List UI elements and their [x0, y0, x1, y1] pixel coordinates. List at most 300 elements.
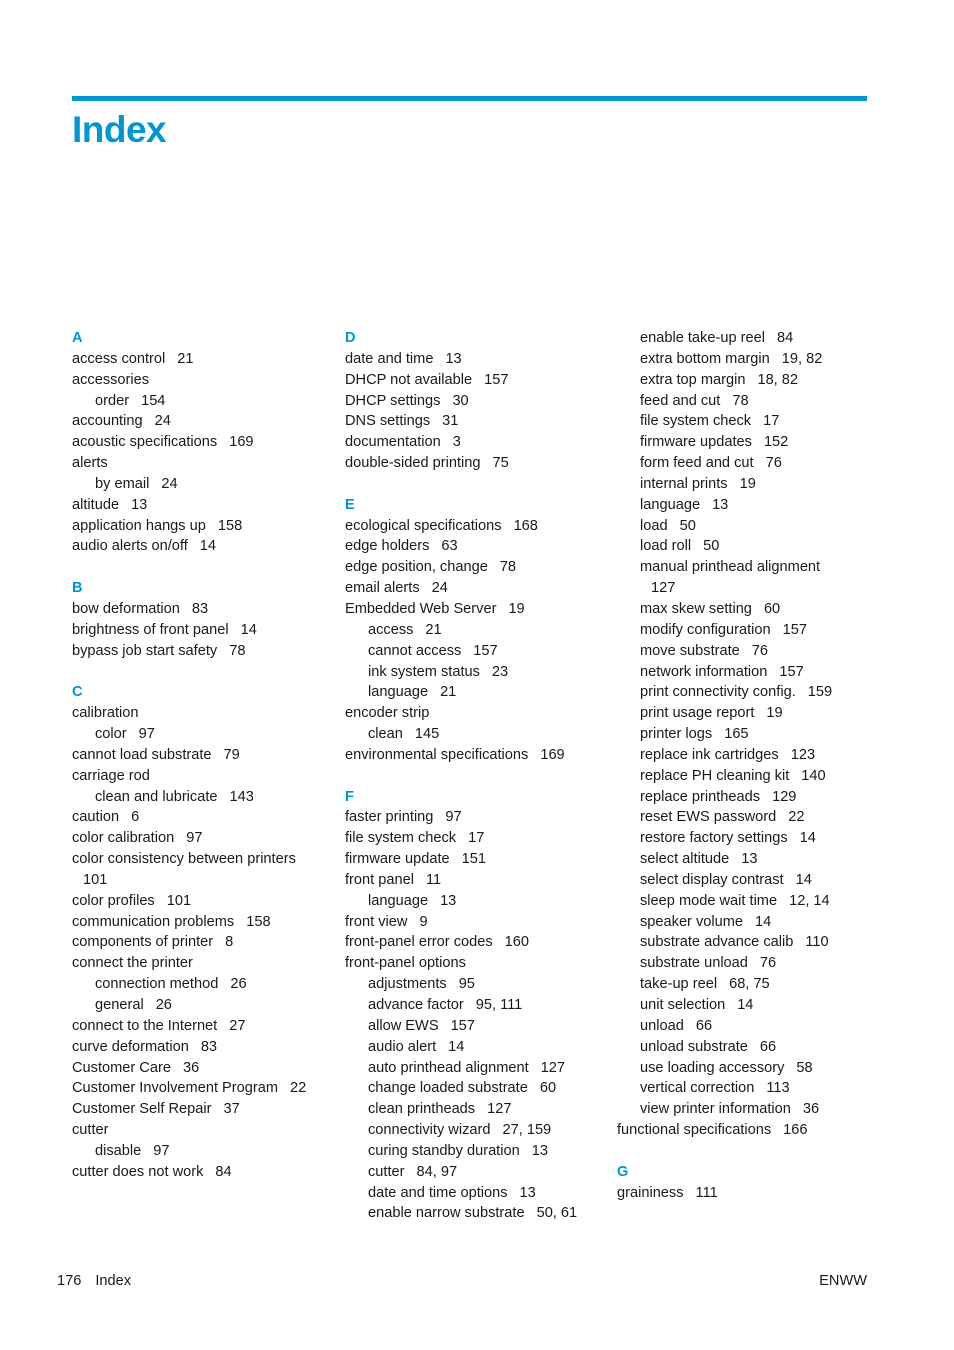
- entry-page-ref[interactable]: 169: [540, 746, 565, 763]
- entry-term: change loaded substrate: [368, 1080, 528, 1097]
- entry-term: color calibration: [72, 830, 175, 847]
- entry-page-ref[interactable]: 68, 75: [729, 976, 770, 993]
- index-letter-heading: A: [72, 330, 83, 346]
- entry-term: cutter: [72, 1122, 109, 1139]
- entry-term: clean and lubricate: [95, 788, 218, 805]
- entry-page-ref[interactable]: 24: [161, 475, 178, 492]
- index-subentry: [345, 1120, 607, 1141]
- index-subentry: [617, 703, 867, 724]
- entry-term: max skew setting: [640, 600, 752, 617]
- entry-page-ref[interactable]: 101: [166, 892, 192, 909]
- index-subentry: [345, 1016, 607, 1037]
- index-subentry: [617, 766, 867, 787]
- entry-term: sleep mode wait time: [640, 892, 778, 909]
- entry-term: extra bottom margin: [640, 350, 770, 367]
- entry-term: use loading accessory: [640, 1059, 785, 1076]
- entry-term: functional specifications: [617, 1122, 772, 1139]
- index-entry: [345, 849, 607, 870]
- entry-term: edge holders: [345, 538, 430, 555]
- entry-term: edge position, change: [345, 559, 488, 576]
- index-subentry: [72, 474, 334, 495]
- index-subentry: [617, 932, 867, 953]
- index-entry: [72, 745, 334, 766]
- entry-page-ref[interactable]: 160: [504, 934, 529, 951]
- entry-page-ref[interactable]: 3: [452, 434, 461, 451]
- entry-page-ref[interactable]: 22: [788, 809, 805, 826]
- index-entry-continuation: [617, 578, 867, 599]
- entry-page-ref[interactable]: 23: [491, 663, 509, 680]
- entry-term: Customer Self Repair: [72, 1101, 212, 1118]
- index-entry: [72, 703, 334, 724]
- index-entry: [72, 1016, 334, 1037]
- entry-page-ref[interactable]: 83: [191, 600, 209, 617]
- index-letter-heading: C: [72, 684, 83, 701]
- entry-page-ref[interactable]: 101: [83, 871, 108, 888]
- entry-page-ref[interactable]: 157: [450, 1017, 475, 1034]
- entry-term: replace printheads: [640, 788, 761, 805]
- entry-page-ref[interactable]: 123: [790, 746, 816, 763]
- index-entry: [345, 516, 607, 537]
- entry-page-ref[interactable]: 14: [448, 1038, 465, 1055]
- entry-term: connect the printer: [72, 955, 193, 972]
- entry-page-ref[interactable]: 26: [230, 976, 247, 993]
- index-entry: [72, 849, 334, 870]
- entry-page-ref[interactable]: 50, 61: [536, 1205, 578, 1222]
- entry-term: date and time: [345, 350, 434, 367]
- entry-term: print connectivity config.: [640, 684, 796, 701]
- entry-term: faster printing: [345, 809, 434, 826]
- index-entry: [345, 912, 607, 933]
- entry-page-ref[interactable]: 18, 82: [757, 371, 799, 388]
- index-entry-continuation: [72, 870, 334, 891]
- entry-page-ref[interactable]: 158: [217, 517, 243, 534]
- entry-term: network information: [640, 663, 768, 680]
- entry-term: calibration: [72, 705, 139, 722]
- entry-term: form feed and cut: [640, 455, 754, 472]
- entry-page-ref[interactable]: 8: [225, 934, 234, 951]
- entry-page-ref[interactable]: 78: [229, 642, 246, 659]
- entry-term: select altitude: [640, 851, 730, 868]
- index-subentry: [617, 1037, 867, 1058]
- entry-term: front-panel error codes: [345, 934, 493, 951]
- index-entry: [72, 495, 334, 516]
- index-subentry: [345, 1078, 607, 1099]
- entry-page-ref[interactable]: 168: [513, 517, 538, 534]
- letter-gap: [72, 557, 334, 578]
- index-entry: [345, 349, 607, 370]
- entry-page-ref[interactable]: 36: [802, 1101, 820, 1118]
- entry-term: date and time options: [368, 1184, 508, 1201]
- index-subentry: [617, 662, 867, 683]
- entry-term: encoder strip: [345, 705, 430, 722]
- entry-page-ref[interactable]: 14: [737, 997, 754, 1013]
- entry-term: bow deformation: [72, 600, 180, 617]
- entry-term: reset EWS password: [640, 809, 777, 826]
- entry-page-ref[interactable]: 76: [751, 642, 769, 659]
- entry-term: order: [95, 392, 130, 409]
- entry-page-ref[interactable]: 14: [795, 871, 812, 888]
- entry-term: cutter does not work: [72, 1163, 204, 1180]
- index-entry: [72, 349, 334, 370]
- index-subentry: [617, 411, 867, 432]
- entry-term: clean printheads: [368, 1101, 476, 1118]
- entry-term: alerts: [72, 455, 108, 472]
- index-subentry: [617, 1058, 867, 1079]
- entry-page-ref[interactable]: 159: [807, 684, 833, 701]
- entry-term: DNS settings: [345, 413, 431, 430]
- index-subentry: [617, 787, 867, 808]
- index-entry: [72, 932, 334, 953]
- entry-page-ref[interactable]: 166: [783, 1122, 808, 1139]
- entry-page-ref[interactable]: 17: [468, 830, 485, 847]
- entry-term: general: [95, 997, 144, 1013]
- index-entry: [72, 599, 334, 620]
- entry-page-ref[interactable]: 145: [414, 726, 440, 743]
- entry-page-ref[interactable]: 157: [484, 371, 509, 388]
- entry-page-ref[interactable]: 127: [651, 580, 676, 597]
- entry-page-ref[interactable]: 60: [539, 1080, 557, 1097]
- entry-term: file system check: [640, 413, 752, 430]
- entry-term: substrate advance calib: [640, 934, 794, 951]
- letter-gap: [617, 1141, 867, 1162]
- entry-page-ref[interactable]: 84, 97: [416, 1163, 458, 1180]
- index-entry: [345, 536, 607, 557]
- entry-term: select display contrast: [640, 871, 784, 888]
- entry-term: communication problems: [72, 913, 235, 930]
- entry-term: documentation: [345, 434, 441, 451]
- entry-page-ref[interactable]: 11: [425, 871, 442, 888]
- entry-term: connection method: [95, 976, 219, 993]
- entry-term: environmental specifications: [345, 746, 529, 763]
- entry-page-ref[interactable]: 13: [741, 851, 758, 868]
- entry-page-ref[interactable]: 113: [766, 1080, 790, 1097]
- entry-term: connectivity wizard: [368, 1122, 491, 1139]
- index-entry: [345, 453, 607, 474]
- entry-term: color consistency between printers: [72, 851, 296, 868]
- entry-term: language: [368, 892, 429, 909]
- index-entry: [72, 1037, 334, 1058]
- index-entry: [345, 807, 607, 828]
- entry-page-ref[interactable]: 97: [445, 809, 462, 826]
- entry-page-ref[interactable]: 24: [431, 580, 448, 597]
- index-entry: [72, 370, 334, 391]
- entry-term: unit selection: [640, 997, 726, 1013]
- entry-page-ref[interactable]: 151: [461, 851, 486, 868]
- entry-term: language: [640, 496, 701, 513]
- entry-page-ref[interactable]: 22: [290, 1080, 307, 1097]
- index-subentry: [617, 349, 867, 370]
- entry-term: advance factor: [368, 997, 464, 1013]
- index-subentry: [345, 641, 607, 662]
- entry-page-ref[interactable]: 83: [200, 1038, 218, 1055]
- index-entry: [72, 641, 334, 662]
- entry-page-ref[interactable]: 14: [799, 830, 816, 847]
- entry-page-ref[interactable]: 97: [138, 726, 155, 743]
- index-subentry: [345, 1203, 607, 1224]
- index-letter-heading: G: [617, 1163, 629, 1180]
- entry-term: audio alerts on/off: [72, 538, 188, 555]
- entry-term: printer logs: [640, 726, 713, 743]
- index-letter-heading: F: [345, 788, 354, 805]
- entry-page-ref[interactable]: 19: [508, 600, 525, 617]
- entry-page-ref[interactable]: 19, 82: [781, 350, 823, 367]
- entry-term: vertical correction: [640, 1080, 755, 1097]
- index-subentry: [617, 1099, 867, 1120]
- entry-term: front panel: [345, 871, 414, 888]
- index-entry: [345, 745, 607, 766]
- entry-page-ref[interactable]: 19: [739, 475, 756, 492]
- entry-page-ref[interactable]: 79: [223, 746, 240, 763]
- page-number: 176: [57, 1273, 82, 1289]
- entry-page-ref[interactable]: 50: [703, 538, 720, 555]
- entry-term: color profiles: [72, 892, 155, 909]
- entry-page-ref[interactable]: 66: [759, 1038, 777, 1055]
- entry-page-ref[interactable]: 157: [782, 621, 807, 638]
- entry-term: accessories: [72, 371, 150, 388]
- entry-page-ref[interactable]: 21: [425, 621, 442, 638]
- index-subentry: [617, 912, 867, 933]
- entry-term: take-up reel: [640, 976, 718, 993]
- entry-page-ref[interactable]: 140: [801, 767, 826, 784]
- index-subentry: [617, 682, 867, 703]
- index-entry: [345, 370, 607, 391]
- entry-page-ref[interactable]: 19: [766, 705, 783, 722]
- entry-term: firmware updates: [640, 434, 752, 451]
- index-subentry: [617, 828, 867, 849]
- index-subentry: [345, 974, 607, 995]
- entry-term: Customer Care: [72, 1059, 171, 1076]
- index-entry: [72, 411, 334, 432]
- entry-term: load: [640, 517, 668, 534]
- index-letter-heading: E: [345, 496, 355, 513]
- index-subentry: [617, 370, 867, 391]
- entry-page-ref[interactable]: 154: [141, 392, 166, 409]
- index-subentry: [617, 995, 867, 1016]
- entry-page-ref[interactable]: 97: [153, 1142, 170, 1159]
- entry-page-ref[interactable]: 157: [779, 663, 804, 680]
- entry-term: cannot load substrate: [72, 746, 212, 763]
- index-letter-heading: D: [345, 330, 356, 346]
- entry-page-ref[interactable]: 9: [419, 913, 428, 930]
- entry-page-ref[interactable]: 84: [776, 330, 794, 346]
- entry-page-ref[interactable]: 95: [458, 976, 475, 993]
- entry-term: feed and cut: [640, 392, 721, 409]
- entry-term: DHCP settings: [345, 392, 441, 409]
- index-subentry: [617, 724, 867, 745]
- entry-term: access: [368, 621, 414, 638]
- entry-page-ref[interactable]: 95, 111: [475, 997, 523, 1013]
- entry-term: modify configuration: [640, 621, 771, 638]
- index-subentry: [72, 787, 334, 808]
- entry-page-ref[interactable]: 165: [724, 726, 749, 743]
- index-subentry: [617, 870, 867, 891]
- entry-page-ref[interactable]: 13: [519, 1184, 536, 1201]
- entry-page-ref[interactable]: 27: [229, 1017, 246, 1034]
- index-subentry: [72, 974, 334, 995]
- entry-page-ref[interactable]: 17: [763, 413, 780, 430]
- entry-page-ref[interactable]: 13: [131, 496, 148, 513]
- index-subentry: [617, 432, 867, 453]
- entry-page-ref[interactable]: 127: [540, 1059, 566, 1076]
- entry-page-ref[interactable]: 76: [765, 455, 782, 472]
- entry-page-ref[interactable]: 111: [695, 1184, 718, 1201]
- index-subentry: [617, 495, 867, 516]
- entry-term: language: [368, 684, 429, 701]
- entry-page-ref[interactable]: 76: [759, 955, 777, 972]
- entry-term: curing standby duration: [368, 1142, 520, 1159]
- index-entry: [617, 1183, 867, 1204]
- entry-term: components of printer: [72, 934, 214, 951]
- entry-term: access control: [72, 350, 166, 367]
- entry-term: application hangs up: [72, 517, 206, 534]
- entry-page-ref[interactable]: 152: [763, 434, 789, 451]
- entry-term: bypass job start safety: [72, 642, 218, 659]
- index-subentry: [345, 1162, 607, 1183]
- entry-term: ink system status: [368, 663, 480, 680]
- entry-page-ref[interactable]: 78: [732, 392, 749, 409]
- entry-page-ref[interactable]: 158: [246, 913, 271, 930]
- entry-term: file system check: [345, 830, 457, 847]
- index-entry: [72, 453, 334, 474]
- index-entry: [72, 912, 334, 933]
- entry-page-ref[interactable]: 31: [442, 413, 459, 430]
- index-subentry: [72, 995, 334, 1016]
- entry-page-ref[interactable]: 6: [131, 809, 140, 826]
- index-entry: [72, 1099, 334, 1120]
- entry-page-ref[interactable]: 13: [445, 350, 462, 367]
- entry-term: by email: [95, 475, 150, 492]
- entry-term: Embedded Web Server: [345, 600, 497, 617]
- entry-term: front view: [345, 913, 408, 930]
- entry-page-ref[interactable]: 24: [154, 413, 171, 430]
- index-subentry: [345, 1141, 607, 1162]
- index-entry: [72, 828, 334, 849]
- entry-page-ref[interactable]: 143: [229, 788, 254, 805]
- index-entry: [345, 932, 607, 953]
- index-subentry: [345, 995, 607, 1016]
- entry-term: enable narrow substrate: [368, 1205, 525, 1222]
- index-entry: [345, 953, 607, 974]
- entry-term: disable: [95, 1142, 142, 1159]
- entry-term: load roll: [640, 538, 692, 555]
- entry-page-ref[interactable]: 36: [182, 1059, 200, 1076]
- index-letter-heading: B: [72, 580, 83, 597]
- entry-term: extra top margin: [640, 371, 746, 388]
- index-entry: [345, 870, 607, 891]
- index-subentry: [617, 536, 867, 557]
- index-subentry: [617, 516, 867, 537]
- index-subentry: [617, 849, 867, 870]
- entry-page-ref[interactable]: 157: [473, 642, 498, 659]
- entry-page-ref[interactable]: 97: [186, 830, 203, 847]
- index-subentry: [345, 682, 607, 703]
- index-subentry: [617, 620, 867, 641]
- letter-gap: [345, 474, 607, 495]
- entry-term: move substrate: [640, 642, 740, 659]
- entry-term: ecological specifications: [345, 517, 502, 534]
- entry-term: unload substrate: [640, 1038, 748, 1055]
- entry-term: restore factory settings: [640, 830, 788, 847]
- entry-page-ref[interactable]: 84: [215, 1163, 232, 1180]
- entry-page-ref[interactable]: 66: [695, 1017, 713, 1034]
- index-subentry: [345, 620, 607, 641]
- entry-page-ref[interactable]: 13: [440, 892, 457, 909]
- index-subentry: [345, 662, 607, 683]
- entry-page-ref[interactable]: 37: [223, 1101, 240, 1118]
- index-subentry: [72, 1141, 334, 1162]
- entry-term: manual printhead alignment: [640, 559, 821, 576]
- index-subentry: [617, 807, 867, 828]
- entry-page-ref[interactable]: 21: [177, 350, 194, 367]
- index-entry: [72, 1162, 334, 1183]
- entry-term: DHCP not available: [345, 371, 473, 388]
- index-entry: [345, 411, 607, 432]
- entry-term: auto printhead alignment: [368, 1059, 529, 1076]
- index-entry: [72, 953, 334, 974]
- entry-term: replace ink cartridges: [640, 746, 779, 763]
- entry-page-ref[interactable]: 129: [772, 788, 797, 805]
- entry-page-ref[interactable]: 21: [440, 684, 457, 701]
- entry-term: audio alert: [368, 1038, 437, 1055]
- entry-page-ref[interactable]: 58: [796, 1059, 813, 1076]
- entry-page-ref[interactable]: 60: [763, 600, 781, 617]
- entry-page-ref[interactable]: 13: [712, 496, 729, 513]
- index-entry: [72, 536, 334, 557]
- footer-locale: ENWW: [819, 1273, 867, 1289]
- index-entry: [72, 1078, 334, 1099]
- entry-page-ref[interactable]: 12, 14: [789, 892, 830, 909]
- index-subentry: [617, 557, 867, 578]
- entry-term: print usage report: [640, 705, 755, 722]
- entry-term: substrate unload: [640, 955, 748, 972]
- index-subentry: [345, 1099, 607, 1120]
- entry-page-ref[interactable]: 50: [679, 517, 696, 534]
- index-subentry: [617, 891, 867, 912]
- entry-page-ref[interactable]: 75: [492, 455, 509, 472]
- entry-term: double-sided printing: [345, 455, 481, 472]
- entry-page-ref[interactable]: 26: [155, 997, 172, 1013]
- footer-left: [57, 1271, 131, 1291]
- entry-page-ref[interactable]: 127: [487, 1101, 512, 1118]
- entry-page-ref[interactable]: 110: [805, 934, 829, 951]
- index-entry: [345, 828, 607, 849]
- entry-term: front-panel options: [345, 955, 466, 972]
- entry-page-ref[interactable]: 14: [199, 538, 216, 555]
- index-entry: [72, 807, 334, 828]
- index-entry: [345, 703, 607, 724]
- entry-page-ref[interactable]: 63: [441, 538, 458, 555]
- entry-page-ref[interactable]: 78: [499, 559, 517, 576]
- index-subentry: [617, 974, 867, 995]
- entry-page-ref[interactable]: 14: [755, 913, 772, 930]
- entry-page-ref[interactable]: 27, 159: [502, 1122, 552, 1139]
- entry-page-ref[interactable]: 14: [240, 621, 257, 638]
- entry-term: acoustic specifications: [72, 434, 218, 451]
- entry-page-ref[interactable]: 13: [531, 1142, 548, 1159]
- index-subentry: [345, 1183, 607, 1204]
- entry-term: graininess: [617, 1184, 684, 1201]
- index-subentry: [617, 474, 867, 495]
- entry-term: enable take-up reel: [640, 330, 765, 346]
- index-entry: [72, 1120, 334, 1141]
- index-subentry: [617, 1078, 867, 1099]
- index-entry: [345, 391, 607, 412]
- entry-page-ref[interactable]: 30: [452, 392, 469, 409]
- index-subentry: [617, 745, 867, 766]
- entry-term: replace PH cleaning kit: [640, 767, 790, 784]
- entry-page-ref[interactable]: 169: [229, 434, 254, 451]
- index-entry: [72, 620, 334, 641]
